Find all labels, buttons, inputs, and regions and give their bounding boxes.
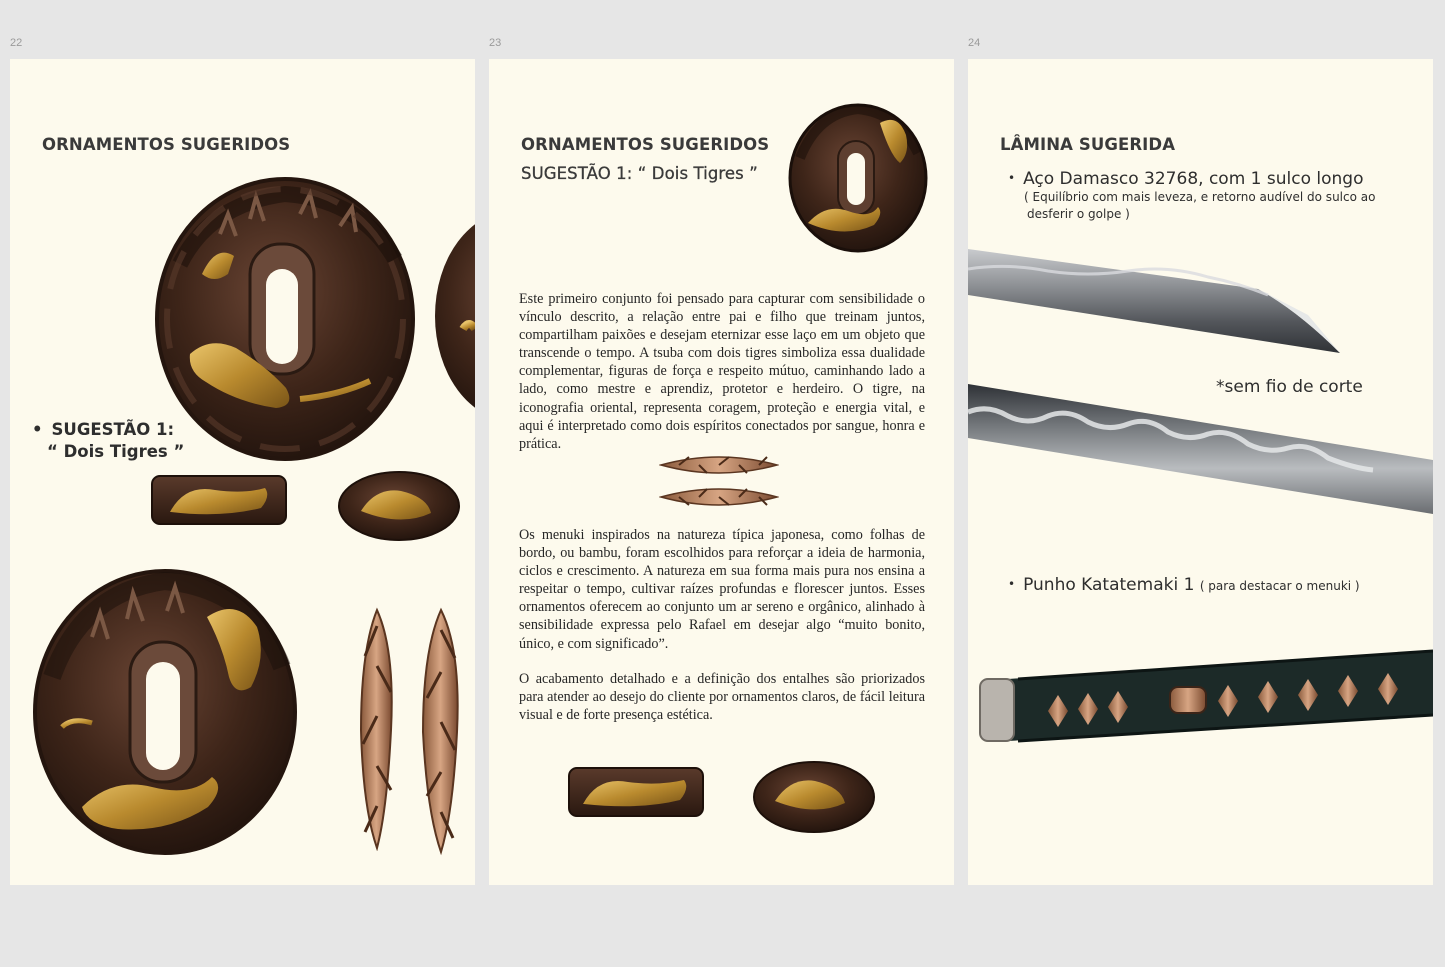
tsuba-image-partial: [433, 209, 475, 424]
paragraph-3: O acabamento detalhado e a definição dos entalhes são priorizados para atender ao desejo do cliente por ornamentos claros, de fácil leitura visual e de forte presença estética.: [519, 671, 925, 724]
fuchi-image: [150, 474, 288, 526]
menuki-image: [353, 606, 401, 851]
suggestion-title: SUGESTÃO 1:: [51, 420, 175, 439]
suggestion-label: • SUGESTÃO 1:: [32, 420, 175, 439]
page-heading: ORNAMENTOS SUGERIDOS: [42, 135, 291, 154]
menuki-image: [415, 606, 467, 856]
menuki-image: [659, 451, 779, 513]
tsuba-image: [150, 174, 420, 464]
page-number: 22: [10, 37, 23, 49]
page-number: 23: [489, 37, 502, 49]
page-heading: LÂMINA SUGERIDA: [1000, 135, 1176, 154]
tsuka-handle-image: [978, 649, 1433, 749]
kashira-image: [336, 469, 462, 543]
edge-note: *sem fio de corte: [1216, 377, 1363, 397]
handle-note: ( para destacar o menuki ): [1199, 579, 1360, 593]
page-subheading: SUGESTÃO 1: “ Dois Tigres ”: [521, 164, 758, 183]
blade-item: • Aço Damasco 32768, com 1 sulco longo: [1008, 169, 1364, 189]
page-22: [10, 59, 475, 885]
blade-note: ( Equilíbrio com mais leveza, e retorno audível do sulco ao: [1024, 190, 1376, 204]
page-heading: ORNAMENTOS SUGERIDOS: [521, 135, 770, 154]
blade-note: desferir o golpe ): [1027, 207, 1130, 221]
page-23: [489, 59, 954, 885]
tsuba-image: [32, 567, 298, 857]
blade-tip-image: [968, 245, 1433, 365]
blade-hamon-image: [968, 384, 1433, 516]
tsuba-image: [788, 103, 928, 253]
handle-item-text: Punho Katatemaki 1: [1023, 575, 1195, 595]
kashira-image: [751, 759, 877, 835]
page-24: [968, 59, 1433, 885]
suggestion-subtitle: “ Dois Tigres ”: [47, 442, 185, 461]
paragraph-1: Este primeiro conjunto foi pensado para capturar com sensibilidade o vínculo descrito, a relação entre pai e filho que treinam juntos, compartilham paixões e desejam eternizar esse laço em um objeto que transcende o tempo. A tsuba com dois tigres simboliza essa dualidade complementar, figuras de força e respeito mútuo, caminhando lado a lado, como mestre e aprendiz, protetor e herdeiro. O tigre, na iconografia oriental, representa coragem, proteção e energia vital, e aqui é interpretado como dois espíritos conectados por sangue, honra e prática.: [519, 291, 925, 452]
blade-item-text: Aço Damasco 32768, com 1 sulco longo: [1023, 169, 1364, 189]
paragraph-2: Os menuki inspirados na natureza típica japonesa, como folhas de bordo, ou bambu, foram escolhidos para reforçar a ideia de harmonia, ciclos e crescimento. A natureza em sua forma mais pura nos ensina a respeitar o tempo, cultivar raízes profundas e florescer juntos. Esses ornamentos oferecem ao conjunto um ar sereno e orgânico, alinhado à sensibilidade expressa pelo Rafael em desejar algo “muito bonito, único, e com significado”.: [519, 527, 925, 652]
handle-item: • Punho Katatemaki 1 ( para destacar o menuki ): [1008, 575, 1360, 595]
page-number: 24: [968, 37, 981, 49]
fuchi-image: [567, 766, 705, 818]
